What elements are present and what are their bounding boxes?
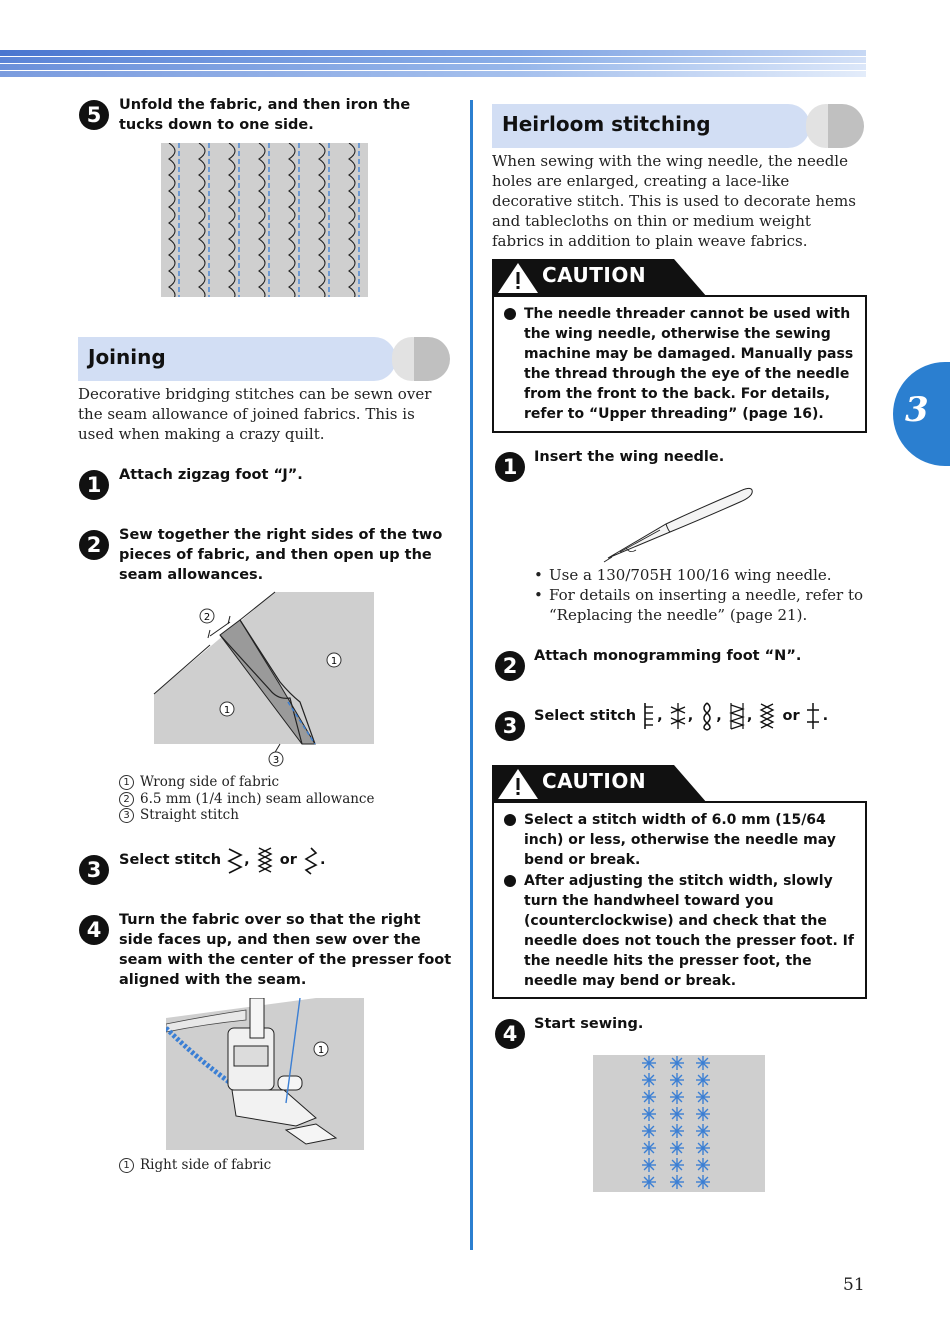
fig2-label-1: 1 xyxy=(317,1045,325,1056)
fig-label-1b: 1 xyxy=(223,705,231,716)
seam-allowance-illustration xyxy=(150,590,380,770)
caution-label-1: CAUTION xyxy=(542,263,647,287)
caution-header-2 xyxy=(492,765,712,801)
presser-foot-illustration xyxy=(166,998,364,1150)
chapter-number: 3 xyxy=(905,390,929,430)
joining-step-number-1: 1 xyxy=(79,470,109,500)
fabric-legend xyxy=(119,1157,449,1174)
heirloom-heading-text: Heirloom stitching xyxy=(502,112,711,136)
heirloom-step-number-3: 3 xyxy=(495,711,525,741)
fig-label-2: 2 xyxy=(203,612,211,623)
legend-item: 1 Right side of fabric xyxy=(119,1157,449,1174)
legend-item: 2 6.5 mm (1/4 inch) seam allowance xyxy=(119,791,449,808)
fig-label-1a: 1 xyxy=(330,656,338,667)
heirloom-step-number-2: 2 xyxy=(495,651,525,681)
stitch-icon-braid xyxy=(698,701,716,731)
stitch-icon-star xyxy=(668,701,688,731)
page-number: 51 xyxy=(843,1275,865,1295)
wing-needle-illustration xyxy=(600,482,756,564)
joining-step-3-text: Select stitch xyxy=(119,852,222,868)
stitch-icon-ladder xyxy=(641,701,657,731)
joining-step-4-text: Turn the fabric over so that the right side faces up, and then sew over the seam with the center of the presser foot aligned with the seam. xyxy=(119,912,452,988)
chapter-tab xyxy=(893,362,950,466)
step-number-5: 5 xyxy=(79,100,109,130)
heirloom-heading xyxy=(492,104,864,148)
stitch-icon-zigzag xyxy=(226,845,244,875)
caution-bullet xyxy=(504,308,516,320)
legend-item: 3 Straight stitch xyxy=(119,807,449,824)
seam-legend xyxy=(119,774,449,824)
step-5-text: Unfold the fabric, and then iron the tucks down to one side. xyxy=(119,97,411,133)
heirloom-step-number-1: 1 xyxy=(495,452,525,482)
heirloom-step-1-text: Insert the wing needle. xyxy=(534,449,725,465)
stitch-icon-cross-bar xyxy=(805,701,823,731)
caution-2-item-2: After adjusting the stitch width, slowly turn the handwheel toward you (counterclockwise) and check that the needle does not touch the presser foot. If the needle hits the presser foot, the needle may bend or break. xyxy=(524,873,854,989)
caution-bullet xyxy=(504,814,516,826)
caution-2-item-1: Select a stitch width of 6.0 mm (15/64 inch) or less, otherwise the needle may bend or break. xyxy=(524,812,836,868)
joining-step-2-text: Sew together the right sides of the two pieces of fabric, and then open up the seam allowances. xyxy=(119,527,443,583)
heirloom-step-4-text: Start sewing. xyxy=(534,1016,644,1032)
caution-1-item: The needle threader cannot be used with the wing needle, otherwise the sewing machine may be damaged. Manually pass the thread through the eye of the needle from the front to the back. For details, refer to “Upper threading” (page 16). xyxy=(524,306,854,422)
heirloom-step-number-4: 4 xyxy=(495,1019,525,1049)
heirloom-step-3: Select stitch , , , , or . xyxy=(534,701,864,731)
stitch-icon-feather xyxy=(302,845,320,875)
joining-step-number-3: 3 xyxy=(79,855,109,885)
heirloom-stitch-illustration xyxy=(593,1055,765,1192)
joining-intro: Decorative bridging stitches can be sewn over the seam allowance of joined fabrics. This is used when making a crazy quilt. xyxy=(78,385,432,443)
heirloom-step-3-text: Select stitch xyxy=(534,708,637,724)
caution-header-1 xyxy=(492,259,712,295)
joining-heading-text: Joining xyxy=(88,345,166,369)
column-divider xyxy=(470,100,473,1250)
stitch-icon-satin xyxy=(727,701,747,731)
joining-step-1-text: Attach zigzag foot “J”. xyxy=(119,467,303,483)
tucks-illustration xyxy=(161,143,368,297)
legend-item: 1 Wrong side of fabric xyxy=(119,774,449,791)
joining-heading xyxy=(78,337,450,381)
fig-label-3: 3 xyxy=(272,755,280,766)
stitch-icon-diamond xyxy=(757,701,777,731)
caution-label-2: CAUTION xyxy=(542,769,647,793)
heirloom-step-2-text: Attach monogramming foot “N”. xyxy=(534,648,802,664)
joining-step-3: Select stitch , or . xyxy=(119,845,449,875)
stitch-icon-cross xyxy=(255,845,275,875)
heirloom-intro: When sewing with the wing needle, the needle holes are enlarged, creating a lace-like decorative stitch. This is used to decorate hems and tablecloths on thin or medium weight fabrics in addition to plain weave fabrics. xyxy=(492,152,856,250)
joining-step-number-4: 4 xyxy=(79,915,109,945)
joining-step-number-2: 2 xyxy=(79,530,109,560)
caution-bullet xyxy=(504,875,516,887)
top-decorative-bar xyxy=(0,50,866,76)
